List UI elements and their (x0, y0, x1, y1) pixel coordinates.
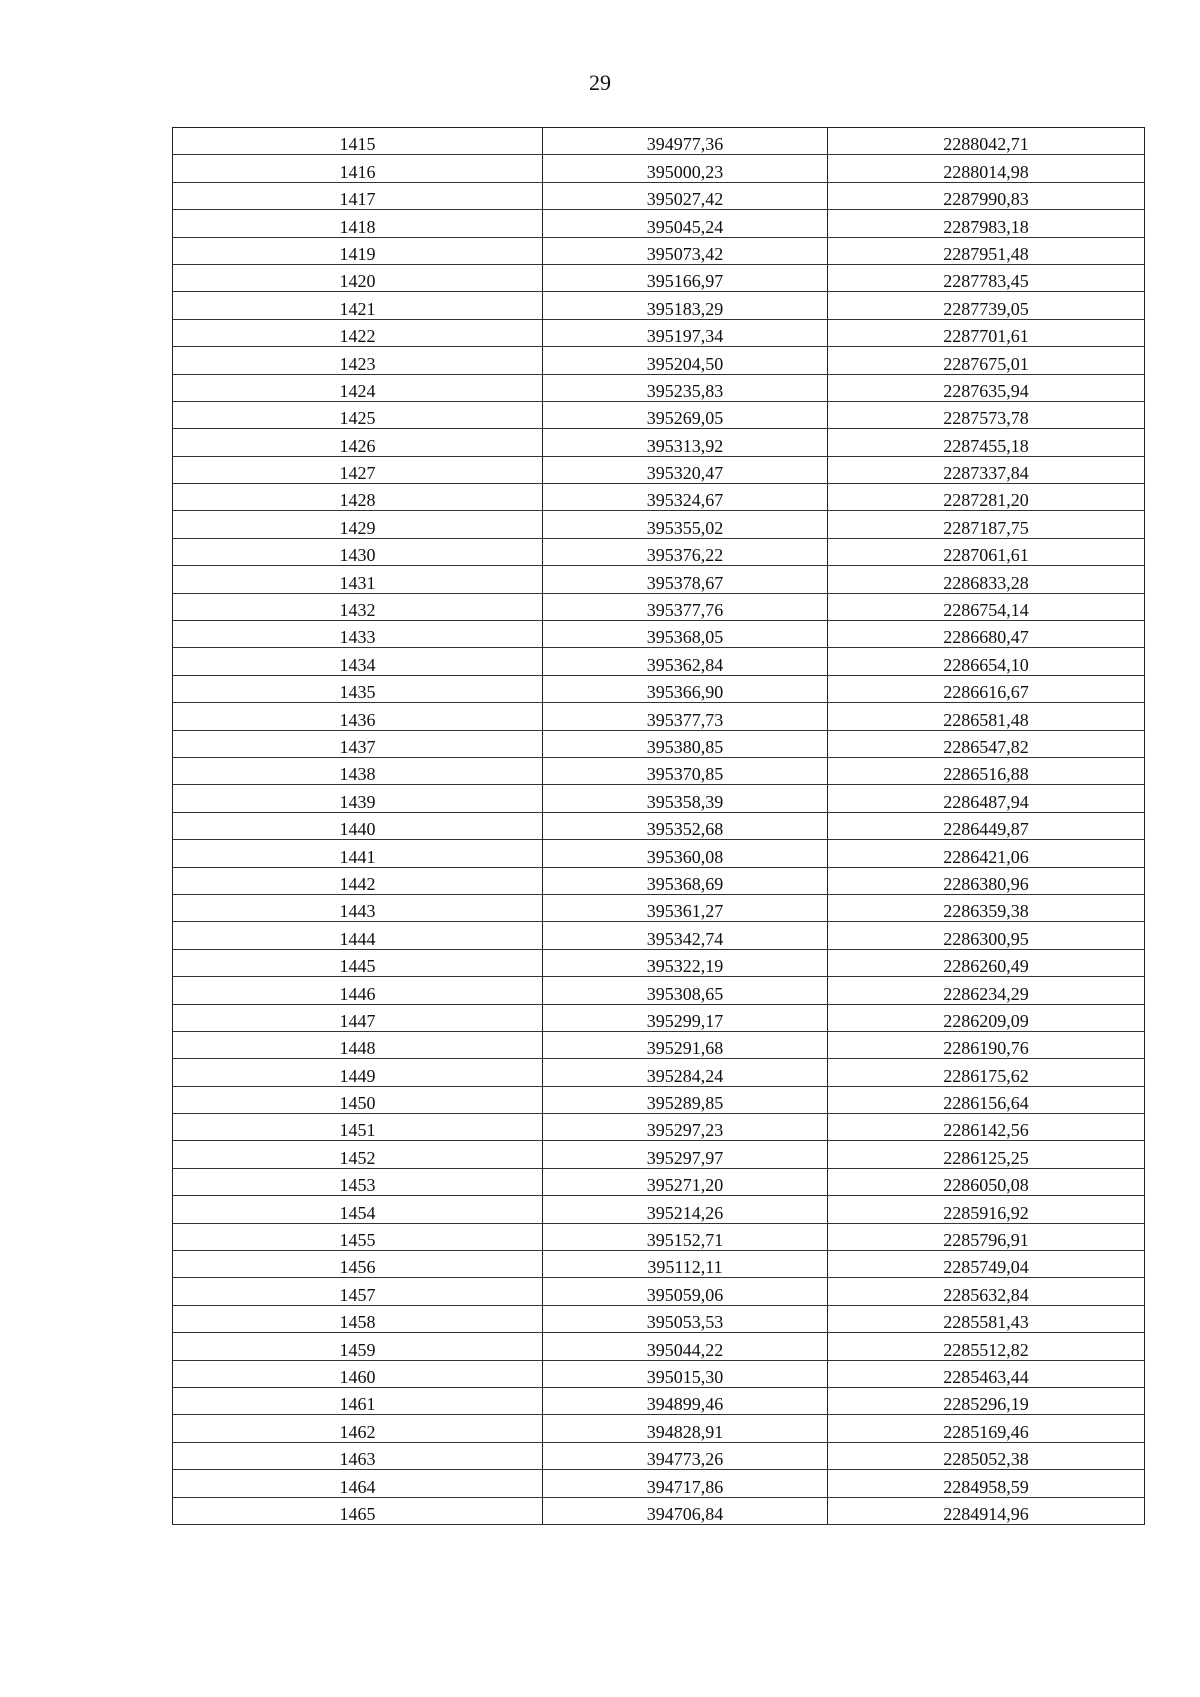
table-row (173, 840, 1145, 867)
x-coordinate-cell: 394977,36 (543, 128, 828, 155)
table-row (173, 730, 1145, 757)
point-number-cell: 1464 (173, 1470, 543, 1497)
y-coordinate-cell: 2285632,84 (828, 1278, 1145, 1305)
table-row (173, 1031, 1145, 1058)
point-number-cell: 1462 (173, 1415, 543, 1442)
table-row (173, 1251, 1145, 1278)
table-row (173, 593, 1145, 620)
y-coordinate-cell: 2285463,44 (828, 1360, 1145, 1387)
coordinates-table-body (173, 128, 1145, 1525)
x-coordinate-cell: 395362,84 (543, 648, 828, 675)
point-number-cell: 1424 (173, 374, 543, 401)
point-number-cell: 1417 (173, 182, 543, 209)
point-number-cell: 1438 (173, 757, 543, 784)
x-coordinate-cell: 395166,97 (543, 264, 828, 291)
point-number-cell: 1427 (173, 456, 543, 483)
table-row (173, 703, 1145, 730)
table-row (173, 648, 1145, 675)
y-coordinate-cell: 2286156,64 (828, 1086, 1145, 1113)
x-coordinate-cell: 395015,30 (543, 1360, 828, 1387)
table-row (173, 812, 1145, 839)
point-number-cell: 1429 (173, 511, 543, 538)
y-coordinate-cell: 2286359,38 (828, 894, 1145, 921)
point-number-cell: 1433 (173, 621, 543, 648)
table-row (173, 538, 1145, 565)
y-coordinate-cell: 2287455,18 (828, 429, 1145, 456)
point-number-cell: 1440 (173, 812, 543, 839)
point-number-cell: 1430 (173, 538, 543, 565)
x-coordinate-cell: 395377,73 (543, 703, 828, 730)
y-coordinate-cell: 2287573,78 (828, 401, 1145, 428)
table-row (173, 1360, 1145, 1387)
x-coordinate-cell: 395045,24 (543, 210, 828, 237)
table-row (173, 1114, 1145, 1141)
y-coordinate-cell: 2286581,48 (828, 703, 1145, 730)
point-number-cell: 1465 (173, 1497, 543, 1524)
x-coordinate-cell: 395342,74 (543, 922, 828, 949)
table-row (173, 1333, 1145, 1360)
point-number-cell: 1455 (173, 1223, 543, 1250)
y-coordinate-cell: 2286125,25 (828, 1141, 1145, 1168)
y-coordinate-cell: 2288042,71 (828, 128, 1145, 155)
point-number-cell: 1458 (173, 1305, 543, 1332)
x-coordinate-cell: 395284,24 (543, 1059, 828, 1086)
table-row (173, 1442, 1145, 1469)
point-number-cell: 1457 (173, 1278, 543, 1305)
point-number-cell: 1425 (173, 401, 543, 428)
x-coordinate-cell: 395360,08 (543, 840, 828, 867)
y-coordinate-cell: 2286175,62 (828, 1059, 1145, 1086)
table-row (173, 210, 1145, 237)
y-coordinate-cell: 2286754,14 (828, 593, 1145, 620)
x-coordinate-cell: 395377,76 (543, 593, 828, 620)
x-coordinate-cell: 395112,11 (543, 1251, 828, 1278)
y-coordinate-cell: 2287701,61 (828, 319, 1145, 346)
y-coordinate-cell: 2286833,28 (828, 566, 1145, 593)
point-number-cell: 1450 (173, 1086, 543, 1113)
y-coordinate-cell: 2287337,84 (828, 456, 1145, 483)
point-number-cell: 1420 (173, 264, 543, 291)
table-row (173, 484, 1145, 511)
y-coordinate-cell: 2284958,59 (828, 1470, 1145, 1497)
y-coordinate-cell: 2287061,61 (828, 538, 1145, 565)
point-number-cell: 1415 (173, 128, 543, 155)
y-coordinate-cell: 2286300,95 (828, 922, 1145, 949)
table-row (173, 949, 1145, 976)
x-coordinate-cell: 395297,23 (543, 1114, 828, 1141)
table-row (173, 292, 1145, 319)
point-number-cell: 1426 (173, 429, 543, 456)
table-row (173, 1387, 1145, 1414)
table-row (173, 1004, 1145, 1031)
table-row (173, 1415, 1145, 1442)
y-coordinate-cell: 2286487,94 (828, 785, 1145, 812)
table-row (173, 757, 1145, 784)
x-coordinate-cell: 395291,68 (543, 1031, 828, 1058)
y-coordinate-cell: 2287739,05 (828, 292, 1145, 319)
x-coordinate-cell: 395324,67 (543, 484, 828, 511)
y-coordinate-cell: 2284914,96 (828, 1497, 1145, 1524)
y-coordinate-cell: 2286050,08 (828, 1168, 1145, 1195)
table-row (173, 566, 1145, 593)
table-row (173, 785, 1145, 812)
y-coordinate-cell: 2286616,67 (828, 675, 1145, 702)
x-coordinate-cell: 395183,29 (543, 292, 828, 319)
x-coordinate-cell: 395313,92 (543, 429, 828, 456)
point-number-cell: 1461 (173, 1387, 543, 1414)
table-row (173, 1223, 1145, 1250)
x-coordinate-cell: 395308,65 (543, 977, 828, 1004)
table-row (173, 128, 1145, 155)
x-coordinate-cell: 395000,23 (543, 155, 828, 182)
table-row (173, 1278, 1145, 1305)
point-number-cell: 1419 (173, 237, 543, 264)
x-coordinate-cell: 395361,27 (543, 894, 828, 921)
y-coordinate-cell: 2285581,43 (828, 1305, 1145, 1332)
y-coordinate-cell: 2287990,83 (828, 182, 1145, 209)
x-coordinate-cell: 395322,19 (543, 949, 828, 976)
point-number-cell: 1435 (173, 675, 543, 702)
y-coordinate-cell: 2285916,92 (828, 1196, 1145, 1223)
y-coordinate-cell: 2287983,18 (828, 210, 1145, 237)
table-row (173, 922, 1145, 949)
y-coordinate-cell: 2286516,88 (828, 757, 1145, 784)
table-row (173, 401, 1145, 428)
x-coordinate-cell: 395380,85 (543, 730, 828, 757)
x-coordinate-cell: 395297,97 (543, 1141, 828, 1168)
point-number-cell: 1432 (173, 593, 543, 620)
point-number-cell: 1449 (173, 1059, 543, 1086)
table-row (173, 347, 1145, 374)
x-coordinate-cell: 395044,22 (543, 1333, 828, 1360)
point-number-cell: 1423 (173, 347, 543, 374)
x-coordinate-cell: 395027,42 (543, 182, 828, 209)
x-coordinate-cell: 395366,90 (543, 675, 828, 702)
point-number-cell: 1454 (173, 1196, 543, 1223)
point-number-cell: 1441 (173, 840, 543, 867)
y-coordinate-cell: 2285796,91 (828, 1223, 1145, 1250)
table-row (173, 264, 1145, 291)
point-number-cell: 1451 (173, 1114, 543, 1141)
x-coordinate-cell: 395358,39 (543, 785, 828, 812)
table-row (173, 1305, 1145, 1332)
point-number-cell: 1453 (173, 1168, 543, 1195)
y-coordinate-cell: 2286380,96 (828, 867, 1145, 894)
y-coordinate-cell: 2286547,82 (828, 730, 1145, 757)
x-coordinate-cell: 395269,05 (543, 401, 828, 428)
table-row (173, 1141, 1145, 1168)
table-row (173, 894, 1145, 921)
x-coordinate-cell: 395214,26 (543, 1196, 828, 1223)
table-row (173, 237, 1145, 264)
x-coordinate-cell: 395376,22 (543, 538, 828, 565)
point-number-cell: 1418 (173, 210, 543, 237)
y-coordinate-cell: 2285749,04 (828, 1251, 1145, 1278)
table-row (173, 867, 1145, 894)
x-coordinate-cell: 395299,17 (543, 1004, 828, 1031)
y-coordinate-cell: 2286680,47 (828, 621, 1145, 648)
table-row (173, 319, 1145, 346)
x-coordinate-cell: 394828,91 (543, 1415, 828, 1442)
y-coordinate-cell: 2286421,06 (828, 840, 1145, 867)
y-coordinate-cell: 2286449,87 (828, 812, 1145, 839)
table-row (173, 182, 1145, 209)
x-coordinate-cell: 394706,84 (543, 1497, 828, 1524)
point-number-cell: 1445 (173, 949, 543, 976)
table-row (173, 511, 1145, 538)
point-number-cell: 1416 (173, 155, 543, 182)
point-number-cell: 1448 (173, 1031, 543, 1058)
point-number-cell: 1460 (173, 1360, 543, 1387)
y-coordinate-cell: 2286234,29 (828, 977, 1145, 1004)
y-coordinate-cell: 2285169,46 (828, 1415, 1145, 1442)
x-coordinate-cell: 395152,71 (543, 1223, 828, 1250)
x-coordinate-cell: 395370,85 (543, 757, 828, 784)
y-coordinate-cell: 2286142,56 (828, 1114, 1145, 1141)
x-coordinate-cell: 395271,20 (543, 1168, 828, 1195)
table-row (173, 456, 1145, 483)
point-number-cell: 1444 (173, 922, 543, 949)
x-coordinate-cell: 394773,26 (543, 1442, 828, 1469)
table-row (173, 1196, 1145, 1223)
point-number-cell: 1428 (173, 484, 543, 511)
table-row (173, 155, 1145, 182)
y-coordinate-cell: 2286209,09 (828, 1004, 1145, 1031)
table-row (173, 1497, 1145, 1524)
y-coordinate-cell: 2287635,94 (828, 374, 1145, 401)
table-row (173, 1086, 1145, 1113)
point-number-cell: 1431 (173, 566, 543, 593)
y-coordinate-cell: 2287675,01 (828, 347, 1145, 374)
table-row (173, 675, 1145, 702)
point-number-cell: 1463 (173, 1442, 543, 1469)
y-coordinate-cell: 2287187,75 (828, 511, 1145, 538)
table-row (173, 1059, 1145, 1086)
table-row (173, 977, 1145, 1004)
x-coordinate-cell: 395235,83 (543, 374, 828, 401)
x-coordinate-cell: 395289,85 (543, 1086, 828, 1113)
table-row (173, 374, 1145, 401)
point-number-cell: 1442 (173, 867, 543, 894)
point-number-cell: 1456 (173, 1251, 543, 1278)
coordinates-table (172, 127, 1145, 1525)
y-coordinate-cell: 2287783,45 (828, 264, 1145, 291)
point-number-cell: 1437 (173, 730, 543, 757)
y-coordinate-cell: 2285512,82 (828, 1333, 1145, 1360)
x-coordinate-cell: 394899,46 (543, 1387, 828, 1414)
x-coordinate-cell: 395320,47 (543, 456, 828, 483)
y-coordinate-cell: 2288014,98 (828, 155, 1145, 182)
x-coordinate-cell: 395368,05 (543, 621, 828, 648)
x-coordinate-cell: 395073,42 (543, 237, 828, 264)
y-coordinate-cell: 2287951,48 (828, 237, 1145, 264)
x-coordinate-cell: 395197,34 (543, 319, 828, 346)
x-coordinate-cell: 395053,53 (543, 1305, 828, 1332)
point-number-cell: 1447 (173, 1004, 543, 1031)
point-number-cell: 1443 (173, 894, 543, 921)
x-coordinate-cell: 395378,67 (543, 566, 828, 593)
point-number-cell: 1434 (173, 648, 543, 675)
y-coordinate-cell: 2286260,49 (828, 949, 1145, 976)
page-number: 29 (589, 70, 611, 95)
table-row (173, 1168, 1145, 1195)
x-coordinate-cell: 395059,06 (543, 1278, 828, 1305)
point-number-cell: 1439 (173, 785, 543, 812)
point-number-cell: 1421 (173, 292, 543, 319)
x-coordinate-cell: 395204,50 (543, 347, 828, 374)
table-row (173, 621, 1145, 648)
y-coordinate-cell: 2286190,76 (828, 1031, 1145, 1058)
point-number-cell: 1446 (173, 977, 543, 1004)
x-coordinate-cell: 395352,68 (543, 812, 828, 839)
x-coordinate-cell: 395368,69 (543, 867, 828, 894)
x-coordinate-cell: 394717,86 (543, 1470, 828, 1497)
x-coordinate-cell: 395355,02 (543, 511, 828, 538)
table-row (173, 429, 1145, 456)
y-coordinate-cell: 2286654,10 (828, 648, 1145, 675)
y-coordinate-cell: 2287281,20 (828, 484, 1145, 511)
point-number-cell: 1422 (173, 319, 543, 346)
y-coordinate-cell: 2285296,19 (828, 1387, 1145, 1414)
table-row (173, 1470, 1145, 1497)
point-number-cell: 1452 (173, 1141, 543, 1168)
y-coordinate-cell: 2285052,38 (828, 1442, 1145, 1469)
point-number-cell: 1436 (173, 703, 543, 730)
point-number-cell: 1459 (173, 1333, 543, 1360)
